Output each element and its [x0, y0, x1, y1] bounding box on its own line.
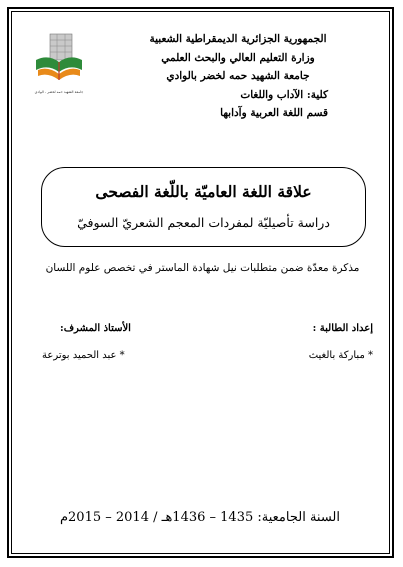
- supervisor-name: * عبد الحميد بوترعة: [42, 350, 125, 361]
- title-box: [41, 167, 366, 247]
- student-label: إعداد الطالبة :: [312, 323, 373, 334]
- ministry-line: وزارة التعليم العالي والبحث العلمي: [161, 51, 315, 64]
- logo-caption: جامعة الشهيد حمه لخضر - الوادي: [34, 90, 84, 94]
- academic-year: السنة الجامعية: 1435 – 1436هـ / 2014 – 2015م: [59, 510, 341, 525]
- institution-header: [93, 30, 383, 123]
- thesis-title: علاقة اللغة العاميّة باللّغة الفصحى: [95, 182, 312, 201]
- university-line: جامعة الشهيد حمه لخضر بالوادي: [166, 70, 310, 82]
- republic-line: الجمهورية الجزائرية الديمقراطية الشعبية: [149, 33, 327, 45]
- thesis-note: مذكرة معدّة ضمن متطلبات نيل شهادة الماستر في تخصص علوم اللسان: [45, 262, 360, 274]
- faculty-line: كلية: الآداب واللغات: [240, 88, 328, 101]
- thesis-subtitle: دراسة تأصيليّة لمفردات المعجم الشعريّ السوفيّ: [77, 215, 330, 230]
- university-logo: [30, 30, 88, 88]
- department-line: قسم اللغة العربية وآدابها: [220, 107, 328, 119]
- student-name: * مباركة بالغيث: [308, 350, 373, 361]
- supervisor-label: الأستاذ المشرف:: [60, 323, 131, 334]
